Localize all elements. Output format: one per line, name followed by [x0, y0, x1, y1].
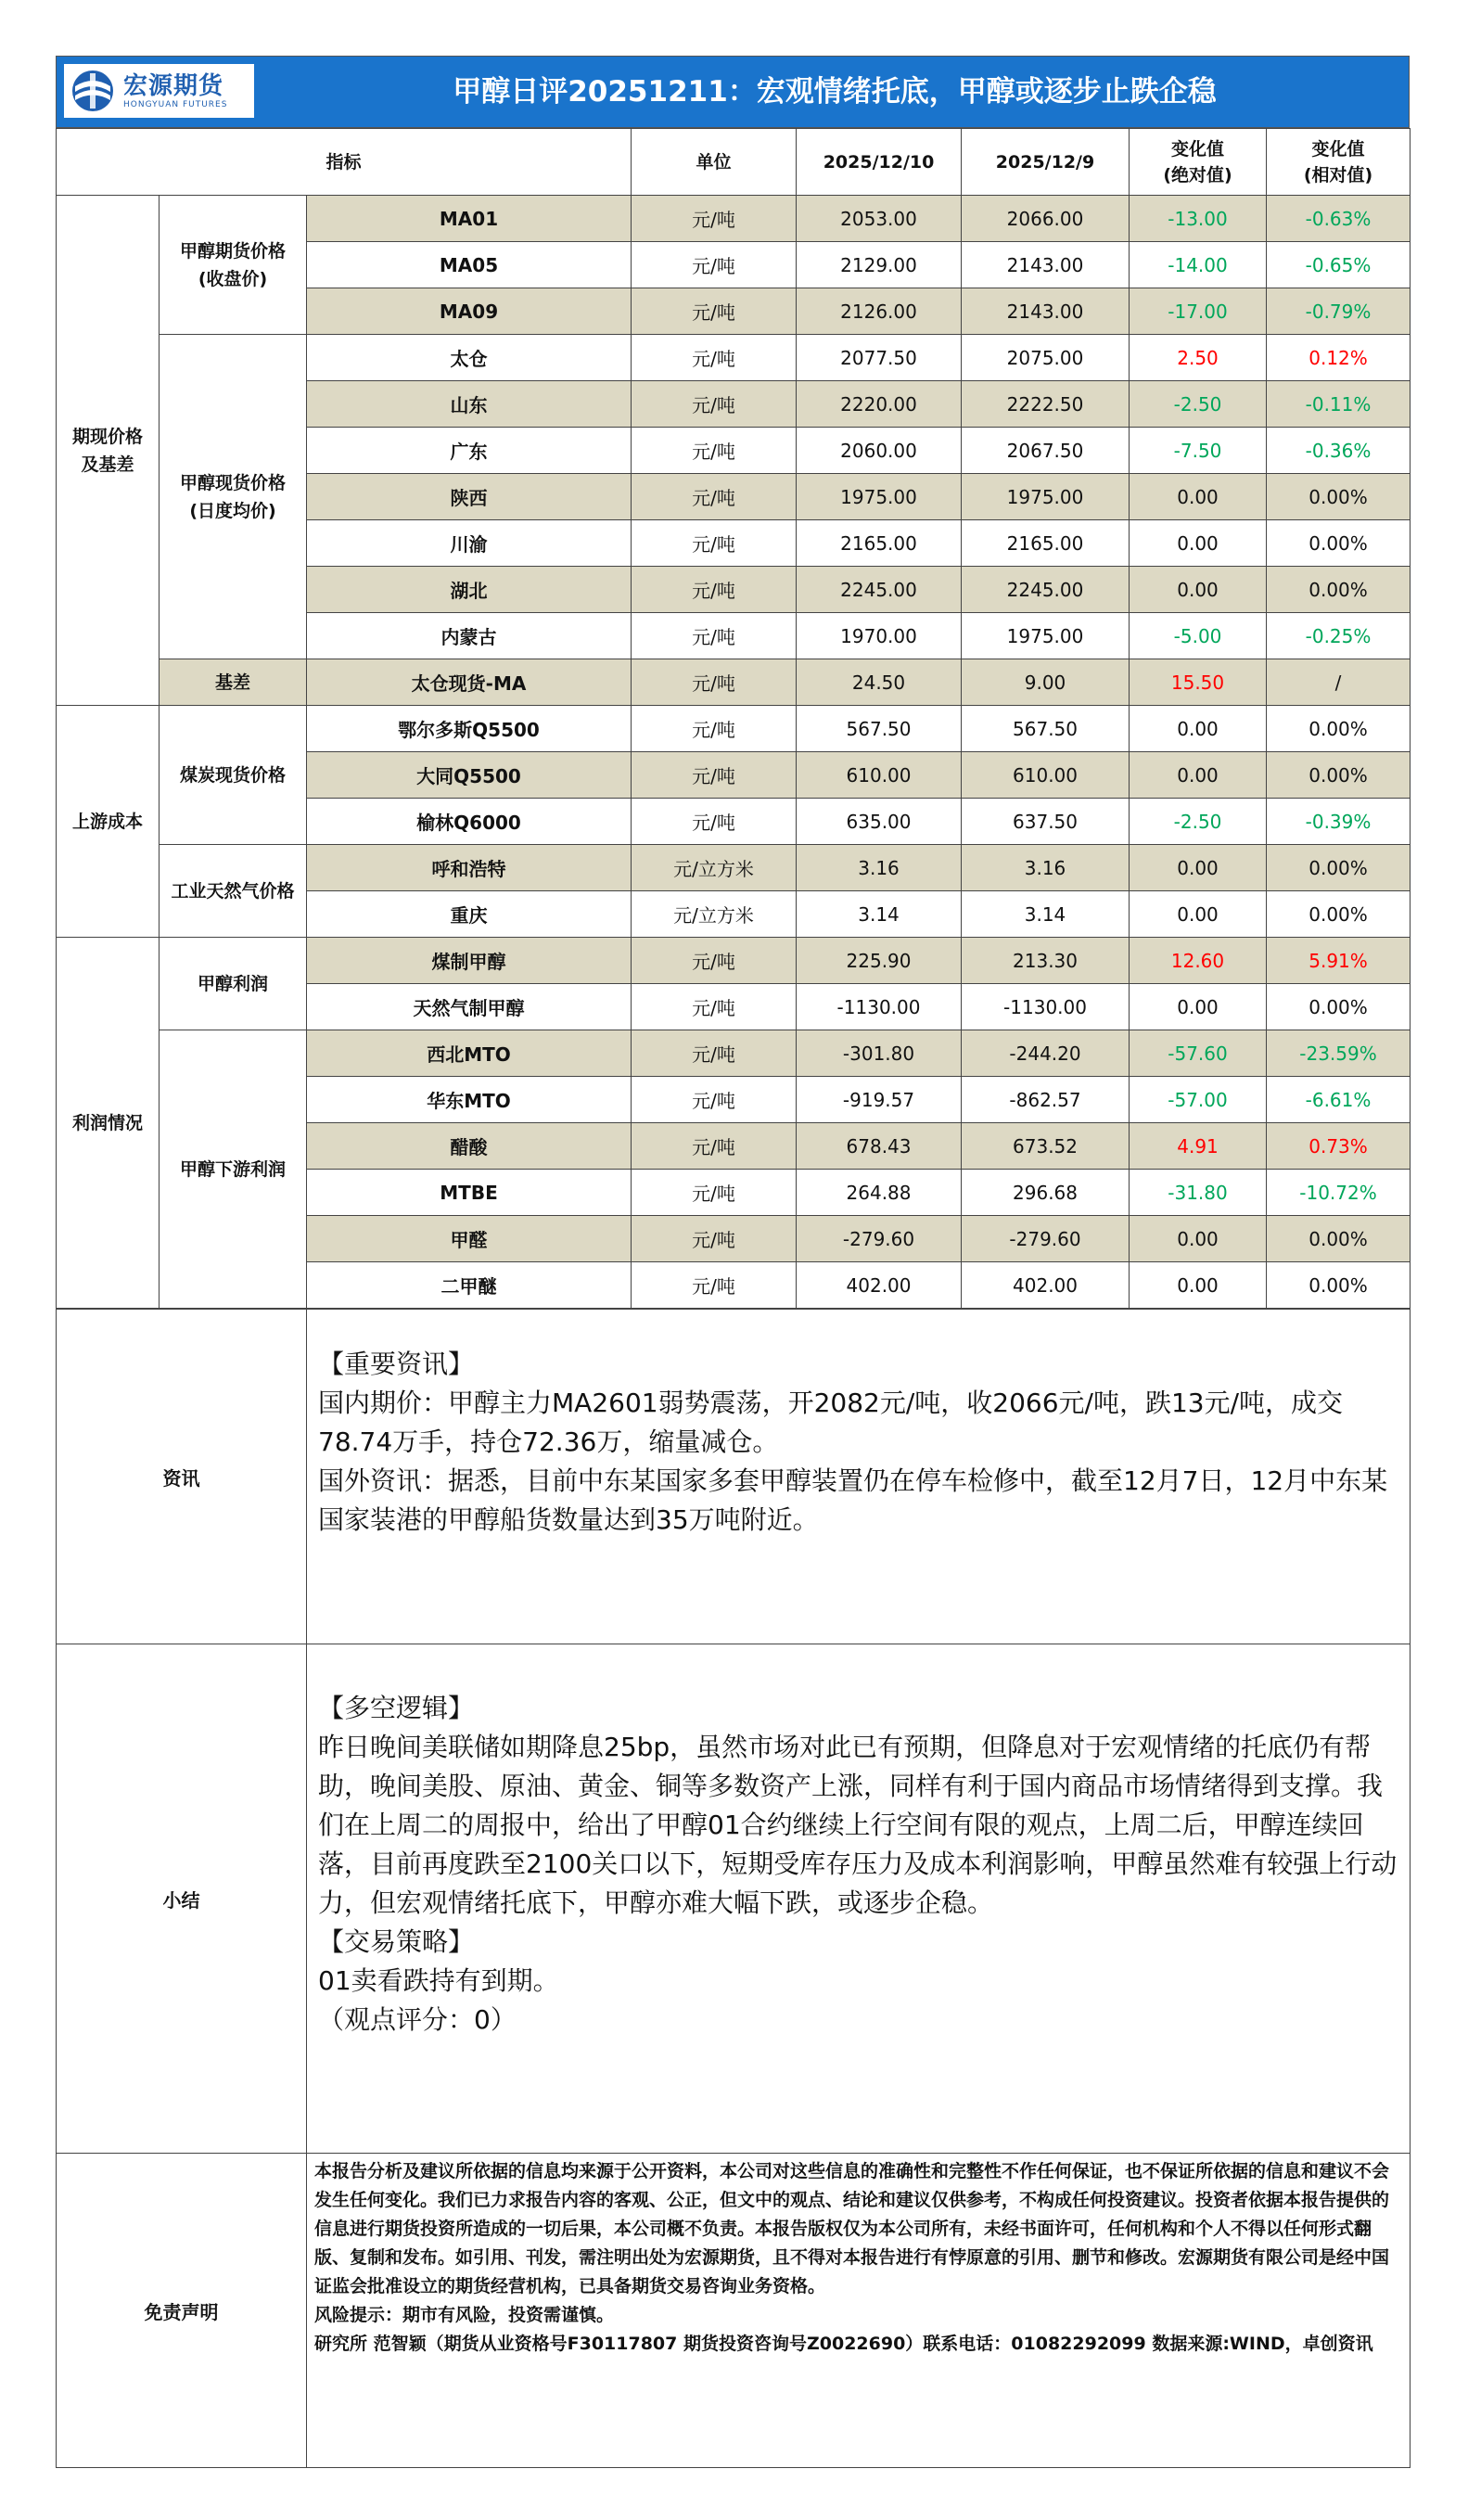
row-rel-change: 0.00% — [1267, 520, 1411, 567]
row-abs-change: 2.50 — [1130, 335, 1267, 381]
row-value-date2: 637.50 — [962, 799, 1130, 845]
row-rel-change: -10.72% — [1267, 1170, 1411, 1216]
row-value-date1: 225.90 — [797, 938, 962, 984]
row-rel-change: -0.79% — [1267, 288, 1411, 335]
disclaimer-label: 免责声明 — [57, 2154, 307, 2468]
row-abs-change: 0.00 — [1130, 567, 1267, 613]
analyst-contact: 研究所 范智颖（期货从业资格号F30117807 期货投资咨询号Z0022690）联系电话：01082292099 数据来源:WIND，卓创资讯 — [314, 2334, 1373, 2354]
row-abs-change: 4.91 — [1130, 1123, 1267, 1170]
group-upstream-cost — [57, 706, 160, 938]
row-abs-change: 0.00 — [1130, 752, 1267, 799]
row-indicator-name: 榆林Q6000 — [307, 799, 632, 845]
row-value-date1: -279.60 — [797, 1216, 962, 1262]
row-rel-change: -0.36% — [1267, 428, 1411, 474]
logo-chinese-text: 宏源期货 — [123, 72, 224, 100]
row-value-date2: -244.20 — [962, 1030, 1130, 1077]
row-rel-change: 0.00% — [1267, 1216, 1411, 1262]
row-abs-change: -2.50 — [1130, 799, 1267, 845]
row-unit: 元/吨 — [632, 1077, 797, 1123]
row-value-date2: 2222.50 — [962, 381, 1130, 428]
row-unit: 元/吨 — [632, 1030, 797, 1077]
row-unit: 元/吨 — [632, 1170, 797, 1216]
row-value-date2: 9.00 — [962, 659, 1130, 706]
row-indicator-name: 太仓 — [307, 335, 632, 381]
row-abs-change: 0.00 — [1130, 706, 1267, 752]
row-value-date1: -301.80 — [797, 1030, 962, 1077]
subgroup-downstream-profit-label: 甲醇下游利润 — [179, 1158, 286, 1180]
row-value-date1: 610.00 — [797, 752, 962, 799]
row-value-date2: 296.68 — [962, 1170, 1130, 1216]
row-rel-change: 0.00% — [1267, 752, 1411, 799]
row-value-date1: 1975.00 — [797, 474, 962, 520]
table-row — [57, 938, 1411, 984]
col-header-date2: 2025/12/9 — [962, 129, 1130, 196]
summary-label: 小结 — [57, 1644, 307, 2154]
subgroup-gas-price-label: 工业天然气价格 — [171, 880, 295, 902]
row-value-date1: 2220.00 — [797, 381, 962, 428]
row-value-date2: -1130.00 — [962, 984, 1130, 1030]
row-indicator-name: 醋酸 — [307, 1123, 632, 1170]
row-rel-change: -0.65% — [1267, 242, 1411, 288]
row-value-date1: -919.57 — [797, 1077, 962, 1123]
subgroup-futures-price-label: (收盘价) — [198, 268, 268, 289]
row-value-date2: 2066.00 — [962, 196, 1130, 242]
row-value-date2: 673.52 — [962, 1123, 1130, 1170]
subgroup-gas-price — [160, 845, 307, 938]
row-value-date2: 2143.00 — [962, 288, 1130, 335]
disclaimer-text: 本报告分析及建议所依据的信息均来源于公开资料，本公司对这些信息的准确性和完整性不作任何保证，也不保证所依据的信息和建议不会发生任何变化。我们已力求报告内容的客观、公正，但文中的观点、结论和建议仅供参考，不构成任何投资建议。投资者依据本报告提供的信息进行期货投资所造成的一切后果，本公司概不负责。本报告版权仅为本公司所有，未经书面许可，任何机构和个人不得以任何形式翻版、复制和发布。如引用、刊发，需注明出处为宏源期货，且不得对本报告进行有悖原意的引用、删节和修改。宏源期货有限公司是经中国证监会批准设立的期货经营机构，已具备期货交易咨询业务资格。 — [314, 2161, 1390, 2296]
row-rel-change: -23.59% — [1267, 1030, 1411, 1077]
group-profit — [57, 938, 160, 1309]
row-value-date2: 2075.00 — [962, 335, 1130, 381]
row-value-date1: 2126.00 — [797, 288, 962, 335]
row-indicator-name: 湖北 — [307, 567, 632, 613]
row-unit: 元/吨 — [632, 799, 797, 845]
group-price-basis — [57, 196, 160, 706]
row-indicator-name: 鄂尔多斯Q5500 — [307, 706, 632, 752]
row-indicator-name: MA09 — [307, 288, 632, 335]
row-abs-change: -7.50 — [1130, 428, 1267, 474]
row-indicator-name: 西北MTO — [307, 1030, 632, 1077]
row-value-date2: -279.60 — [962, 1216, 1130, 1262]
row-rel-change: 0.00% — [1267, 567, 1411, 613]
row-value-date1: 3.14 — [797, 891, 962, 938]
row-rel-change: -0.63% — [1267, 196, 1411, 242]
subgroup-spot-price-label: 甲醇现货价格 — [179, 472, 286, 493]
group-profit-label: 利润情况 — [71, 1112, 143, 1133]
summary-content — [307, 1644, 1411, 2154]
subgroup-basis-label: 基差 — [214, 672, 250, 693]
row-value-date2: 1975.00 — [962, 474, 1130, 520]
subgroup-coal-price — [160, 706, 307, 845]
row-value-date1: 2077.50 — [797, 335, 962, 381]
row-value-date1: 2060.00 — [797, 428, 962, 474]
subgroup-coal-price-label: 煤炭现货价格 — [179, 764, 286, 786]
summary-score: （观点评分：0） — [318, 2004, 517, 2035]
row-value-date1: 1970.00 — [797, 613, 962, 659]
col-header-rel-line2: (相对值) — [1303, 164, 1373, 185]
news-content — [307, 1310, 1411, 1644]
row-rel-change: 0.12% — [1267, 335, 1411, 381]
col-header-abs-line2: (绝对值) — [1163, 164, 1232, 185]
table-body — [57, 196, 1411, 1309]
row-unit: 元/吨 — [632, 335, 797, 381]
risk-warning: 风险提示：期市有风险，投资需谨慎。 — [314, 2305, 615, 2325]
row-indicator-name: 煤制甲醇 — [307, 938, 632, 984]
row-value-date1: -1130.00 — [797, 984, 962, 1030]
row-indicator-name: 大同Q5500 — [307, 752, 632, 799]
table-row — [57, 706, 1411, 752]
row-indicator-name: MA01 — [307, 196, 632, 242]
col-header-date1: 2025/12/10 — [797, 129, 962, 196]
row-value-date2: 402.00 — [962, 1262, 1130, 1309]
col-header-rel-line1: 变化值 — [1311, 138, 1365, 160]
row-indicator-name: 二甲醚 — [307, 1262, 632, 1309]
row-unit: 元/立方米 — [632, 891, 797, 938]
row-abs-change: -14.00 — [1130, 242, 1267, 288]
row-abs-change: -57.00 — [1130, 1077, 1267, 1123]
report-sheet — [56, 56, 1410, 2468]
row-rel-change: 0.00% — [1267, 474, 1411, 520]
subgroup-basis — [160, 659, 307, 706]
row-abs-change: -2.50 — [1130, 381, 1267, 428]
news-heading: 【重要资讯】 — [318, 1349, 475, 1379]
news-row — [57, 1310, 1411, 1644]
row-value-date2: 567.50 — [962, 706, 1130, 752]
row-abs-change: 0.00 — [1130, 520, 1267, 567]
summary-logic-text: 昨日晚间美联储如期降息25bp，虽然市场对此已有预期，但降息对于宏观情绪的托底仍有帮助，晚间美股、原油、黄金、铜等多数资产上涨，同样有利于国内商品市场情绪得到支撑。我们在上周二的周报中，给出了甲醇01合约继续上行空间有限的观点，上周二后，甲醇连续回落，目前再度跌至2100关口以下，短期受库存压力及成本利润影响，甲醇虽然难有较强上行动力，但宏观情绪托底下，甲醇亦难大幅下跌，或逐步企稳。 — [318, 1732, 1398, 1918]
row-abs-change: -5.00 — [1130, 613, 1267, 659]
group-price-basis-label: 期现价格 — [71, 426, 143, 447]
row-value-date1: 264.88 — [797, 1170, 962, 1216]
row-rel-change: / — [1267, 659, 1411, 706]
row-abs-change: 0.00 — [1130, 984, 1267, 1030]
row-abs-change: 0.00 — [1130, 474, 1267, 520]
col-header-rel-change — [1267, 129, 1411, 196]
row-rel-change: -6.61% — [1267, 1077, 1411, 1123]
col-header-abs-change — [1130, 129, 1267, 196]
row-unit: 元/吨 — [632, 474, 797, 520]
subgroup-spot-price — [160, 335, 307, 659]
row-unit: 元/吨 — [632, 1123, 797, 1170]
row-abs-change: 12.60 — [1130, 938, 1267, 984]
row-rel-change: -0.39% — [1267, 799, 1411, 845]
row-abs-change: 0.00 — [1130, 1262, 1267, 1309]
news-domestic: 国内期价：甲醇主力MA2601弱势震荡，开2082元/吨，收2066元/吨，跌13元/吨，成交78.74万手，持仓72.36万，缩量减仓。 — [318, 1388, 1344, 1457]
row-unit: 元/吨 — [632, 752, 797, 799]
row-indicator-name: 太仓现货-MA — [307, 659, 632, 706]
row-indicator-name: 陕西 — [307, 474, 632, 520]
table-header-row — [57, 129, 1411, 196]
row-abs-change: 0.00 — [1130, 845, 1267, 891]
group-price-basis-label: 及基差 — [81, 454, 134, 475]
group-upstream-cost-label: 上游成本 — [71, 811, 143, 832]
subgroup-spot-price-label: (日度均价) — [189, 500, 276, 521]
table-row — [57, 196, 1411, 242]
row-value-date1: 567.50 — [797, 706, 962, 752]
row-value-date1: 2053.00 — [797, 196, 962, 242]
row-indicator-name: 广东 — [307, 428, 632, 474]
row-value-date2: 2067.50 — [962, 428, 1130, 474]
row-rel-change: 5.91% — [1267, 938, 1411, 984]
data-table — [56, 128, 1411, 1309]
row-value-date2: 3.14 — [962, 891, 1130, 938]
row-value-date2: 2245.00 — [962, 567, 1130, 613]
row-indicator-name: 呼和浩特 — [307, 845, 632, 891]
hongyuan-logo-icon — [68, 68, 118, 114]
row-rel-change: 0.00% — [1267, 984, 1411, 1030]
row-value-date1: 678.43 — [797, 1123, 962, 1170]
row-unit: 元/吨 — [632, 938, 797, 984]
row-abs-change: -31.80 — [1130, 1170, 1267, 1216]
row-value-date2: 2143.00 — [962, 242, 1130, 288]
news-label: 资讯 — [57, 1310, 307, 1644]
row-abs-change: -13.00 — [1130, 196, 1267, 242]
summary-row — [57, 1644, 1411, 2154]
row-unit: 元/吨 — [632, 428, 797, 474]
row-value-date2: -862.57 — [962, 1077, 1130, 1123]
col-header-abs-line1: 变化值 — [1171, 138, 1225, 160]
row-indicator-name: MA05 — [307, 242, 632, 288]
row-unit: 元/吨 — [632, 288, 797, 335]
row-rel-change: 0.73% — [1267, 1123, 1411, 1170]
row-indicator-name: 内蒙古 — [307, 613, 632, 659]
table-row — [57, 335, 1411, 381]
row-unit: 元/吨 — [632, 567, 797, 613]
row-unit: 元/吨 — [632, 242, 797, 288]
row-value-date2: 213.30 — [962, 938, 1130, 984]
company-logo — [64, 64, 254, 118]
row-rel-change: 0.00% — [1267, 845, 1411, 891]
row-indicator-name: 天然气制甲醇 — [307, 984, 632, 1030]
news-overseas: 国外资讯：据悉，目前中东某国家多套甲醇装置仍在停车检修中，截至12月7日，12月中东某国家装港的甲醇船货数量达到35万吨附近。 — [318, 1465, 1388, 1535]
row-value-date2: 2165.00 — [962, 520, 1130, 567]
row-abs-change: -17.00 — [1130, 288, 1267, 335]
row-unit: 元/吨 — [632, 1262, 797, 1309]
summary-strategy-text: 01卖看跌持有到期。 — [318, 1965, 559, 1996]
row-rel-change: 0.00% — [1267, 891, 1411, 938]
row-value-date1: 2129.00 — [797, 242, 962, 288]
row-unit: 元/吨 — [632, 613, 797, 659]
row-value-date1: 2165.00 — [797, 520, 962, 567]
row-abs-change: 0.00 — [1130, 891, 1267, 938]
row-value-date1: 402.00 — [797, 1262, 962, 1309]
row-indicator-name: 华东MTO — [307, 1077, 632, 1123]
report-title: 甲醇日评20251211：宏观情绪托底，甲醇或逐步止跌企稳 — [453, 75, 1217, 109]
table-row — [57, 845, 1411, 891]
row-unit: 元/吨 — [632, 196, 797, 242]
row-indicator-name: 川渝 — [307, 520, 632, 567]
subgroup-methanol-profit — [160, 938, 307, 1030]
row-indicator-name: 甲醛 — [307, 1216, 632, 1262]
logo-english-text: HONGYUAN FUTURES — [123, 100, 228, 109]
commentary-table — [56, 1309, 1411, 2468]
table-row — [57, 659, 1411, 706]
row-unit: 元/立方米 — [632, 845, 797, 891]
row-abs-change: -57.60 — [1130, 1030, 1267, 1077]
row-value-date1: 2245.00 — [797, 567, 962, 613]
row-indicator-name: 重庆 — [307, 891, 632, 938]
row-value-date1: 3.16 — [797, 845, 962, 891]
row-rel-change: 0.00% — [1267, 1262, 1411, 1309]
col-header-unit: 单位 — [632, 129, 797, 196]
col-header-indicator: 指标 — [57, 129, 632, 196]
subgroup-methanol-profit-label: 甲醇利润 — [197, 973, 268, 994]
row-unit: 元/吨 — [632, 659, 797, 706]
table-row — [57, 1030, 1411, 1077]
row-unit: 元/吨 — [632, 706, 797, 752]
row-value-date2: 610.00 — [962, 752, 1130, 799]
row-abs-change: 0.00 — [1130, 1216, 1267, 1262]
subgroup-futures-price-label: 甲醇期货价格 — [179, 240, 286, 262]
subgroup-futures-price — [160, 196, 307, 335]
disclaimer-row — [57, 2154, 1411, 2468]
row-value-date1: 24.50 — [797, 659, 962, 706]
summary-logic-heading: 【多空逻辑】 — [318, 1693, 475, 1723]
summary-strategy-heading: 【交易策略】 — [318, 1926, 475, 1957]
row-value-date2: 3.16 — [962, 845, 1130, 891]
row-unit: 元/吨 — [632, 984, 797, 1030]
row-indicator-name: 山东 — [307, 381, 632, 428]
disclaimer-content — [307, 2154, 1411, 2468]
row-rel-change: -0.11% — [1267, 381, 1411, 428]
row-unit: 元/吨 — [632, 1216, 797, 1262]
row-rel-change: 0.00% — [1267, 706, 1411, 752]
row-rel-change: -0.25% — [1267, 613, 1411, 659]
report-header — [56, 56, 1410, 128]
row-indicator-name: MTBE — [307, 1170, 632, 1216]
row-value-date2: 1975.00 — [962, 613, 1130, 659]
subgroup-downstream-profit — [160, 1030, 307, 1309]
row-abs-change: 15.50 — [1130, 659, 1267, 706]
row-unit: 元/吨 — [632, 520, 797, 567]
row-value-date1: 635.00 — [797, 799, 962, 845]
row-unit: 元/吨 — [632, 381, 797, 428]
